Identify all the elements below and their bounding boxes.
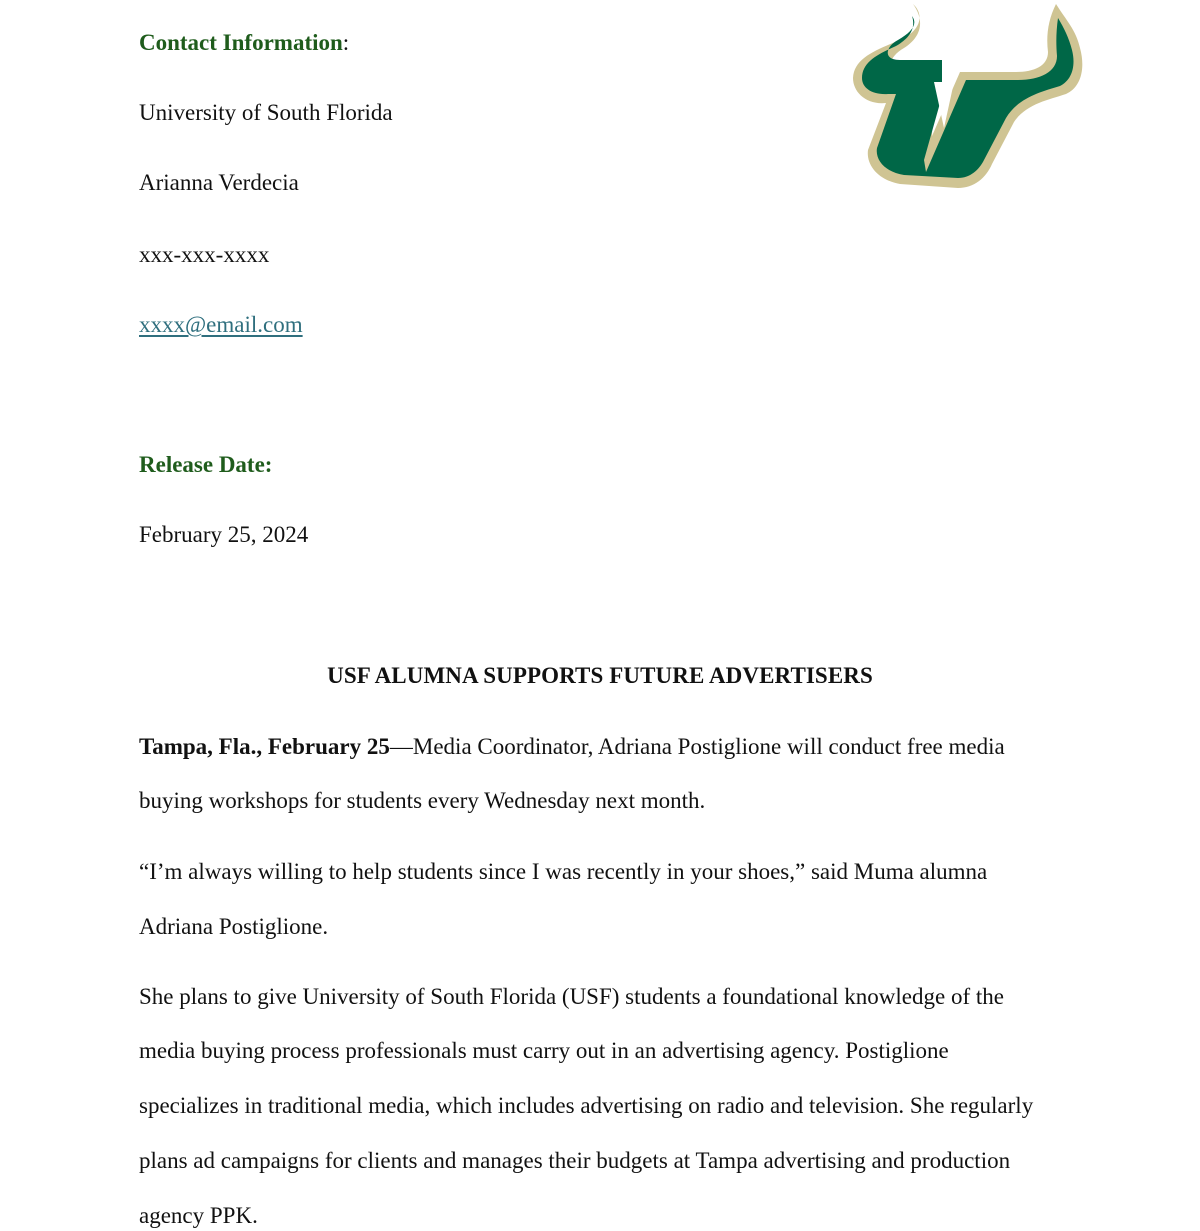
paragraph-3-line-1: She plans to give University of South Florida (USF) students a foundational knowledge of the [139, 984, 1004, 1009]
article-title: USF ALUMNA SUPPORTS FUTURE ADVERTISERS [327, 663, 873, 688]
paragraph-1-line-2: buying workshops for students every Wednesday next month. [139, 788, 706, 813]
usf-bull-horns-logo-icon [848, 0, 1088, 195]
paragraph-3-line-2: media buying process professionals must carry out in an advertising agency. Postiglione [139, 1038, 949, 1063]
paragraph-1-line-1-text: —Media Coordinator, Adriana Postiglione will conduct free media [389, 734, 1005, 759]
contact-phone: xxx-xxx-xxxx [139, 242, 270, 267]
contact-heading: Contact Information [139, 30, 343, 55]
paragraph-3-line-4: plans ad campaigns for clients and manages their budgets at Tampa advertising and production [139, 1148, 1011, 1173]
release-date-heading: Release Date: [139, 452, 273, 477]
article-dateline: Tampa, Fla., February 25 [139, 734, 390, 759]
contact-name: Arianna Verdecia [139, 170, 299, 195]
contact-heading-colon: : [342, 30, 350, 55]
contact-heading-line [139, 28, 349, 58]
release-date-value: February 25, 2024 [139, 522, 309, 547]
paragraph-3-line-5: agency PPK. [139, 1203, 258, 1228]
paragraph-1-line-1 [139, 732, 1005, 762]
contact-organization: University of South Florida [139, 100, 393, 125]
contact-email-line [139, 310, 303, 340]
paragraph-2-line-1: “I’m always willing to help students since I was recently in your shoes,” said Muma alumna [139, 859, 988, 884]
paragraph-3-line-3: specializes in traditional media, which includes advertising on radio and television. She regularly [139, 1093, 1034, 1118]
paragraph-2-line-2: Adriana Postiglione. [139, 914, 329, 939]
contact-email-link[interactable]: xxxx@email.com [139, 312, 303, 337]
